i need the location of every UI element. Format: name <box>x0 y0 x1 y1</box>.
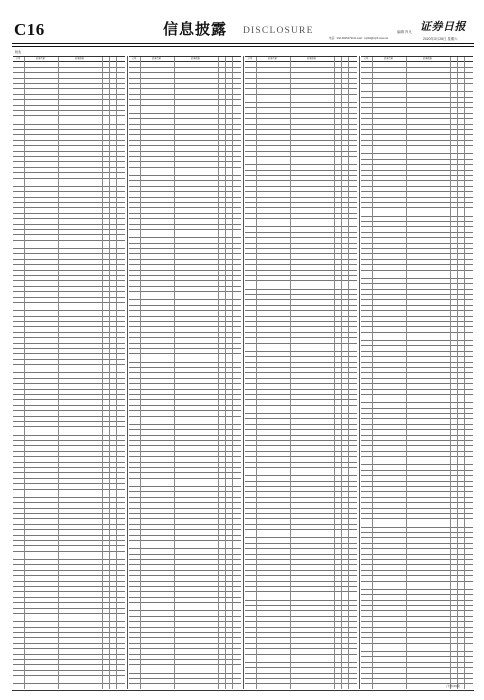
table-gridline <box>140 57 141 689</box>
column-divider <box>127 56 128 689</box>
column-divider <box>359 56 360 689</box>
column-header-cell-c <box>232 57 241 61</box>
table-gridline <box>450 57 451 689</box>
table-gridline <box>218 57 219 689</box>
table-column-3 <box>245 48 357 689</box>
column-header-cell-no: 序号 <box>131 57 137 60</box>
table-column-1 <box>13 48 125 689</box>
disclosure-table <box>361 56 473 689</box>
table-gridline <box>341 57 342 689</box>
column-header-cell-a <box>102 57 108 61</box>
newspaper-logo: 证券日报 <box>420 20 466 33</box>
table-gridline <box>457 57 458 689</box>
continuation-note: (下转C15版) <box>446 685 461 688</box>
footer-rule <box>12 690 474 691</box>
table-column-4 <box>361 48 473 689</box>
header-rule-thin <box>12 46 474 47</box>
column-header-cell-c <box>464 57 473 61</box>
table-gridline <box>102 57 103 689</box>
column-header-cell-c <box>348 57 357 61</box>
table-gridline <box>372 57 373 689</box>
column-header-cell-code: 证券代码 <box>35 57 46 60</box>
disclosure-table <box>13 56 125 689</box>
column-header-cell-no: 序号 <box>247 57 253 60</box>
column-header-cell-name: 证券简称 <box>422 57 433 60</box>
table-gridline <box>225 57 226 689</box>
table-gridline <box>116 57 117 689</box>
column-header-cell-b <box>341 57 347 61</box>
editor-credit: 编辑 肖凡 <box>397 30 412 34</box>
table-gridline <box>174 57 175 689</box>
table-gridline <box>58 57 59 689</box>
table-gridline <box>406 57 407 689</box>
column-divider <box>243 56 244 689</box>
table-gridline <box>256 57 257 689</box>
disclosure-table <box>129 56 241 689</box>
column-header-cell-b <box>457 57 463 61</box>
page-header <box>0 0 484 46</box>
column-header-cell-name: 证券简称 <box>306 57 317 60</box>
page-number: C16 <box>14 20 45 39</box>
table-gridline <box>24 57 25 689</box>
issue-date: 2020年3月28日 星期六 <box>423 37 458 41</box>
section-title: 信息披露 <box>163 20 228 38</box>
table-gridline <box>290 57 291 689</box>
table-gridline <box>109 57 110 689</box>
header-rule <box>12 43 474 44</box>
column-header-cell-no: 序号 <box>363 57 369 60</box>
column-header-cell-b <box>225 57 231 61</box>
column-header-cell-b <box>109 57 115 61</box>
table-gridline <box>348 57 349 689</box>
column-header-cell-name: 证券简称 <box>74 57 85 60</box>
table-gridline <box>232 57 233 689</box>
column-header-cell-no: 序号 <box>15 57 21 60</box>
column-header-cell-a <box>334 57 340 61</box>
section-subtitle: DISCLOSURE <box>243 26 314 36</box>
column-header-cell-a <box>450 57 456 61</box>
disclosure-table <box>245 56 357 689</box>
column-header-cell-code: 证券代码 <box>383 57 394 60</box>
table-caption: 附表 <box>15 50 22 54</box>
column-header-cell-code: 证券代码 <box>267 57 278 60</box>
table-gridline <box>464 57 465 689</box>
column-header-cell-c <box>116 57 125 61</box>
disclosure-tables <box>13 48 473 689</box>
column-header-cell-a <box>218 57 224 61</box>
table-column-2 <box>129 48 241 689</box>
column-header-cell-name: 证券简称 <box>190 57 201 60</box>
table-gridline <box>334 57 335 689</box>
column-header-cell-code: 证券代码 <box>151 57 162 60</box>
contact-info: 电话：010-83251730 E-mail：zqrb9@zqrb.sina.net <box>329 37 389 40</box>
